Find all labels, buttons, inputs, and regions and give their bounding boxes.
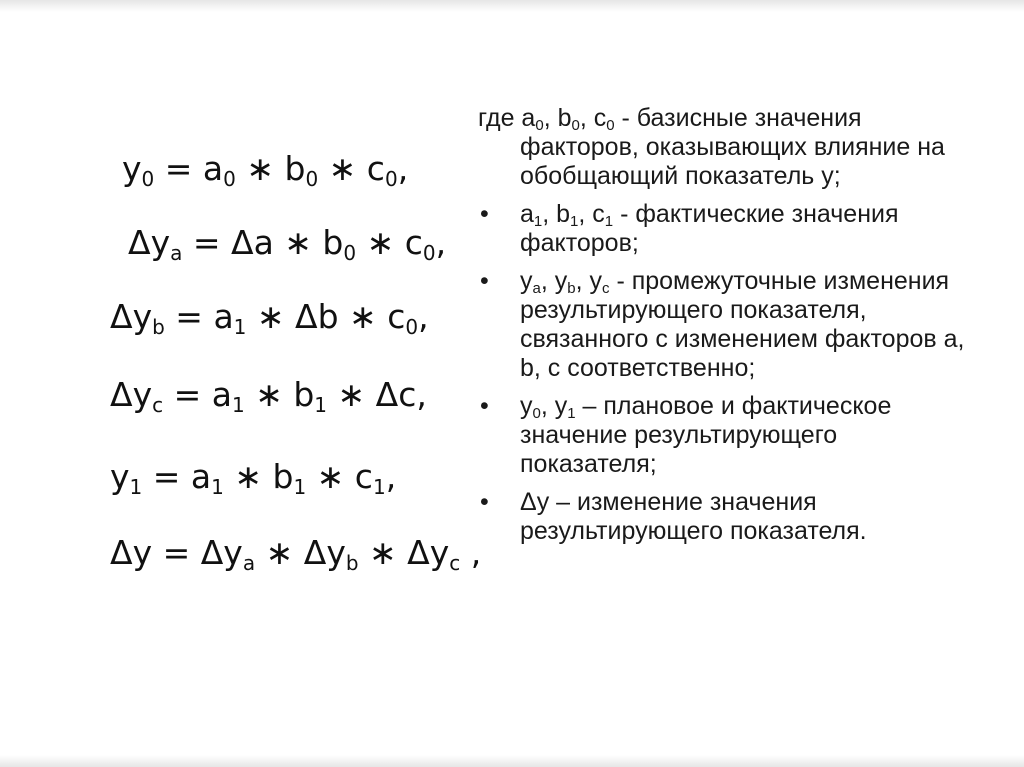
- bullet-icon: •: [480, 267, 489, 295]
- slide-top-edge: [0, 0, 1024, 12]
- bullet-icon: •: [480, 392, 489, 420]
- list-item-text: $a_1$, $b_1$, $c_1$ - фактические значения факторов;: [520, 200, 899, 257]
- list-item: [478, 392, 978, 479]
- formula-base: $y_0 = a_0$ ∗ $b_0$ ∗ $c_0$,: [122, 149, 409, 191]
- bullet-icon: •: [480, 488, 489, 516]
- slide-bottom-edge: [0, 755, 1024, 767]
- formula-actual: $y_1 = a_1$ ∗ $b_1$ ∗ $c_1$,: [110, 457, 397, 499]
- formula-delta-yb: $\Delta y_b = a_1$ ∗ Δb ∗ $c_0$,: [110, 297, 429, 339]
- formula-delta-ya: $\Delta y_a = \Delta a$ ∗ $b_0$ ∗ $c_0$,: [128, 223, 447, 265]
- list-item: [478, 267, 978, 383]
- list-item-text: $y_a$, $y_b$, $y_c$ - промежуточные изменения результирующего показателя, связанного с изменением факторов a, b, c соответственно;: [520, 267, 965, 382]
- list-item-text: Δy – изменение значения результирующего показателя.: [520, 488, 867, 545]
- intro-paragraph: где $a_0$, $b_0$, $c_0$ - базисные значения факторов, оказывающих влияние на обобщающий показатель y;: [478, 104, 945, 190]
- formula-total-delta: $\Delta y = \Delta y_a$ ∗ $\Delta y_b$ ∗ $\Delta y_c$ ,: [110, 533, 482, 575]
- list-item-text: $y_0$, $y_1$ – плановое и фактическое значение результирующего показателя;: [520, 392, 892, 478]
- list-item: [478, 200, 978, 258]
- formula-delta-yc: $\Delta y_c = a_1$ ∗ $b_1$ ∗ Δc,: [110, 375, 427, 417]
- description-text: [478, 104, 978, 555]
- list-item: [478, 488, 978, 546]
- bullet-icon: •: [480, 200, 489, 228]
